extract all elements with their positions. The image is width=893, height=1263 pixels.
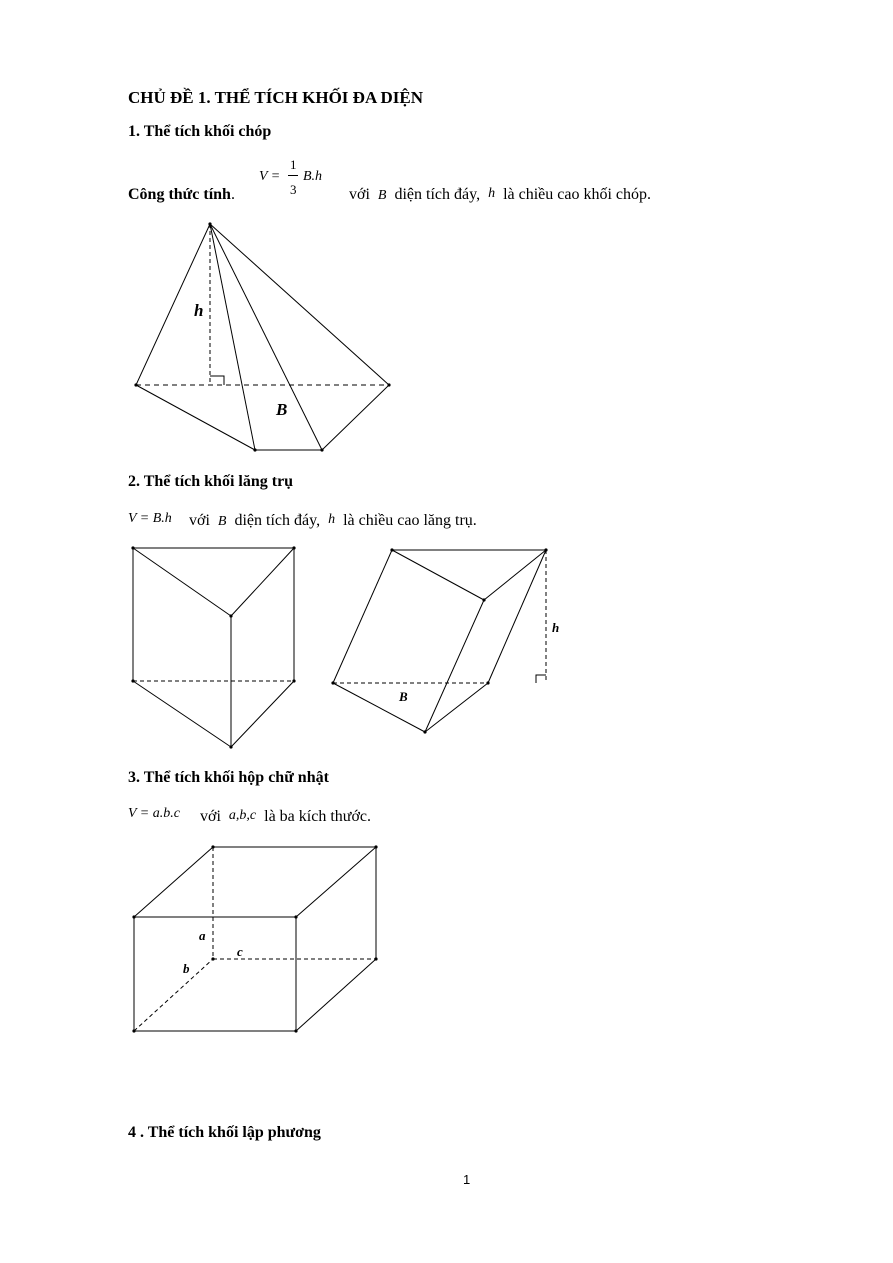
section-3-formula: V = a.b.c bbox=[128, 806, 180, 821]
formula-denominator: 3 bbox=[290, 182, 297, 197]
section-1-heading: 1. Thể tích khối chóp bbox=[128, 123, 272, 140]
section-2-formula: V = B.h bbox=[128, 511, 172, 526]
section-2-heading: 2. Thể tích khối lăng trụ bbox=[128, 473, 294, 490]
prism-base-label: B bbox=[399, 689, 408, 704]
formula-numerator: 1 bbox=[290, 157, 297, 172]
prism-height-label: h bbox=[552, 620, 560, 635]
page-number: 1 bbox=[463, 1172, 471, 1187]
formula-lhs: V = bbox=[259, 169, 281, 184]
section-2-description: với B diện tích đáy, h là chiều cao lăng trụ. bbox=[189, 512, 477, 529]
section-4-heading: 4 . Thể tích khối lập phương bbox=[128, 1124, 321, 1141]
box-label-a: a bbox=[199, 928, 206, 943]
box-label-c: c bbox=[237, 944, 243, 959]
section-3-heading: 3. Thể tích khối hộp chữ nhật bbox=[128, 769, 329, 786]
section-1-formula-prefix: Công thức tính. bbox=[128, 186, 235, 203]
pyramid-height-label: h bbox=[194, 301, 204, 320]
section-3-description: với a,b,c là ba kích thước. bbox=[200, 808, 371, 825]
pyramid-base-label: B bbox=[276, 400, 288, 419]
formula-rhs: B.h bbox=[303, 169, 323, 184]
document-title: CHỦ ĐỀ 1. THỂ TÍCH KHỐI ĐA DIỆN bbox=[128, 88, 424, 107]
section-1-description: với B diện tích đáy, h là chiều cao khối chóp. bbox=[349, 186, 652, 203]
box-label-b: b bbox=[183, 961, 190, 976]
